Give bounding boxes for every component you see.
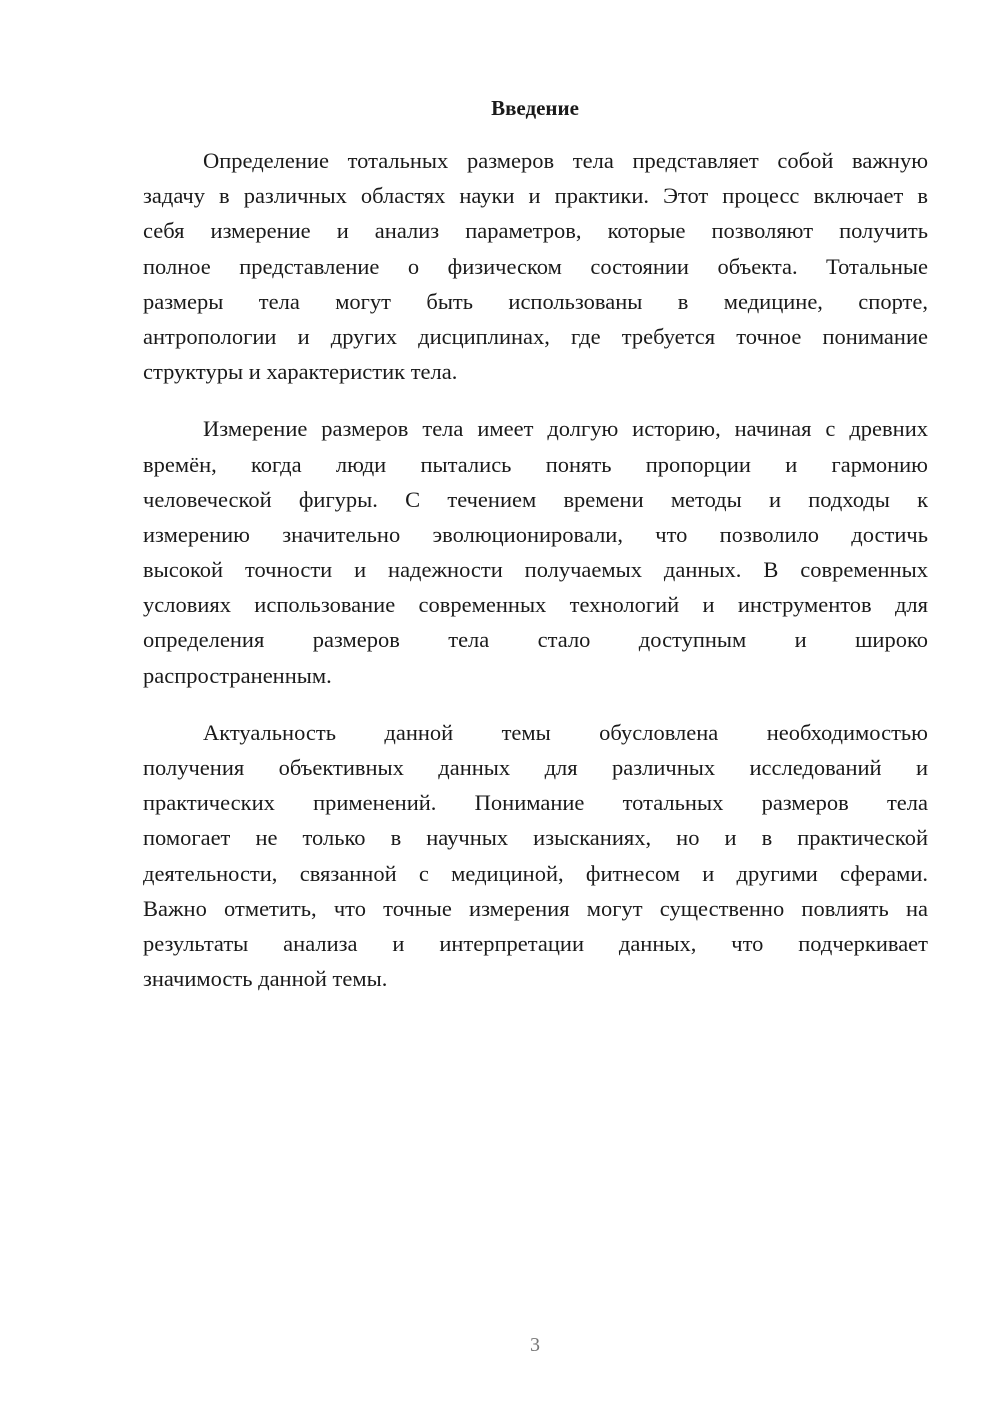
text-line: времён, когда люди пытались понять пропорции и гармонию xyxy=(143,451,928,477)
text-line: распространенным. xyxy=(143,662,332,688)
text-line: определения размеров тела стало доступным и широко xyxy=(143,627,928,653)
text-line: Измерение размеров тела имеет долгую историю, начиная с древних xyxy=(203,416,928,442)
text-line: условиях использование современных технологий и инструментов для xyxy=(143,592,928,618)
text-line: значимость данной темы. xyxy=(143,966,388,992)
text-line: размеры тела могут быть использованы в медицине, спорте, xyxy=(143,288,928,314)
section-heading: Введение xyxy=(491,96,579,120)
page-number: 3 xyxy=(530,1334,540,1356)
text-line: деятельности, связанной с медициной, фитнесом и другими сферами. xyxy=(143,860,928,886)
text-line: полное представление о физическом состоянии объекта. Тотальные xyxy=(143,253,928,279)
text-line: антропологии и других дисциплинах, где требуется точное понимание xyxy=(143,323,928,349)
text-line: практических применений. Понимание тотальных размеров тела xyxy=(143,790,928,816)
text-line: Важно отметить, что точные измерения могут существенно повлиять на xyxy=(143,895,928,921)
paragraph xyxy=(143,143,928,389)
paragraph xyxy=(143,715,928,997)
text-line: помогает не только в научных изысканиях, но и в практической xyxy=(143,825,928,851)
document-body xyxy=(143,143,928,1018)
text-line: Актуальность данной темы обусловлена необходимостью xyxy=(203,719,928,745)
text-line: структуры и характеристик тела. xyxy=(143,359,458,385)
paragraph xyxy=(143,411,928,693)
text-line: измерению значительно эволюционировали, что позволило достичь xyxy=(143,521,928,547)
text-line: высокой точности и надежности получаемых данных. В современных xyxy=(143,557,928,583)
text-line: результаты анализа и интерпретации данных, что подчеркивает xyxy=(143,930,928,956)
text-line: себя измерение и анализ параметров, которые позволяют получить xyxy=(143,218,928,244)
text-line: человеческой фигуры. С течением времени методы и подходы к xyxy=(143,486,928,512)
text-line: получения объективных данных для различных исследований и xyxy=(143,755,928,780)
text-line: задачу в различных областях науки и практики. Этот процесс включает в xyxy=(143,183,928,209)
text-line: Определение тотальных размеров тела представляет собой важную xyxy=(203,148,928,173)
